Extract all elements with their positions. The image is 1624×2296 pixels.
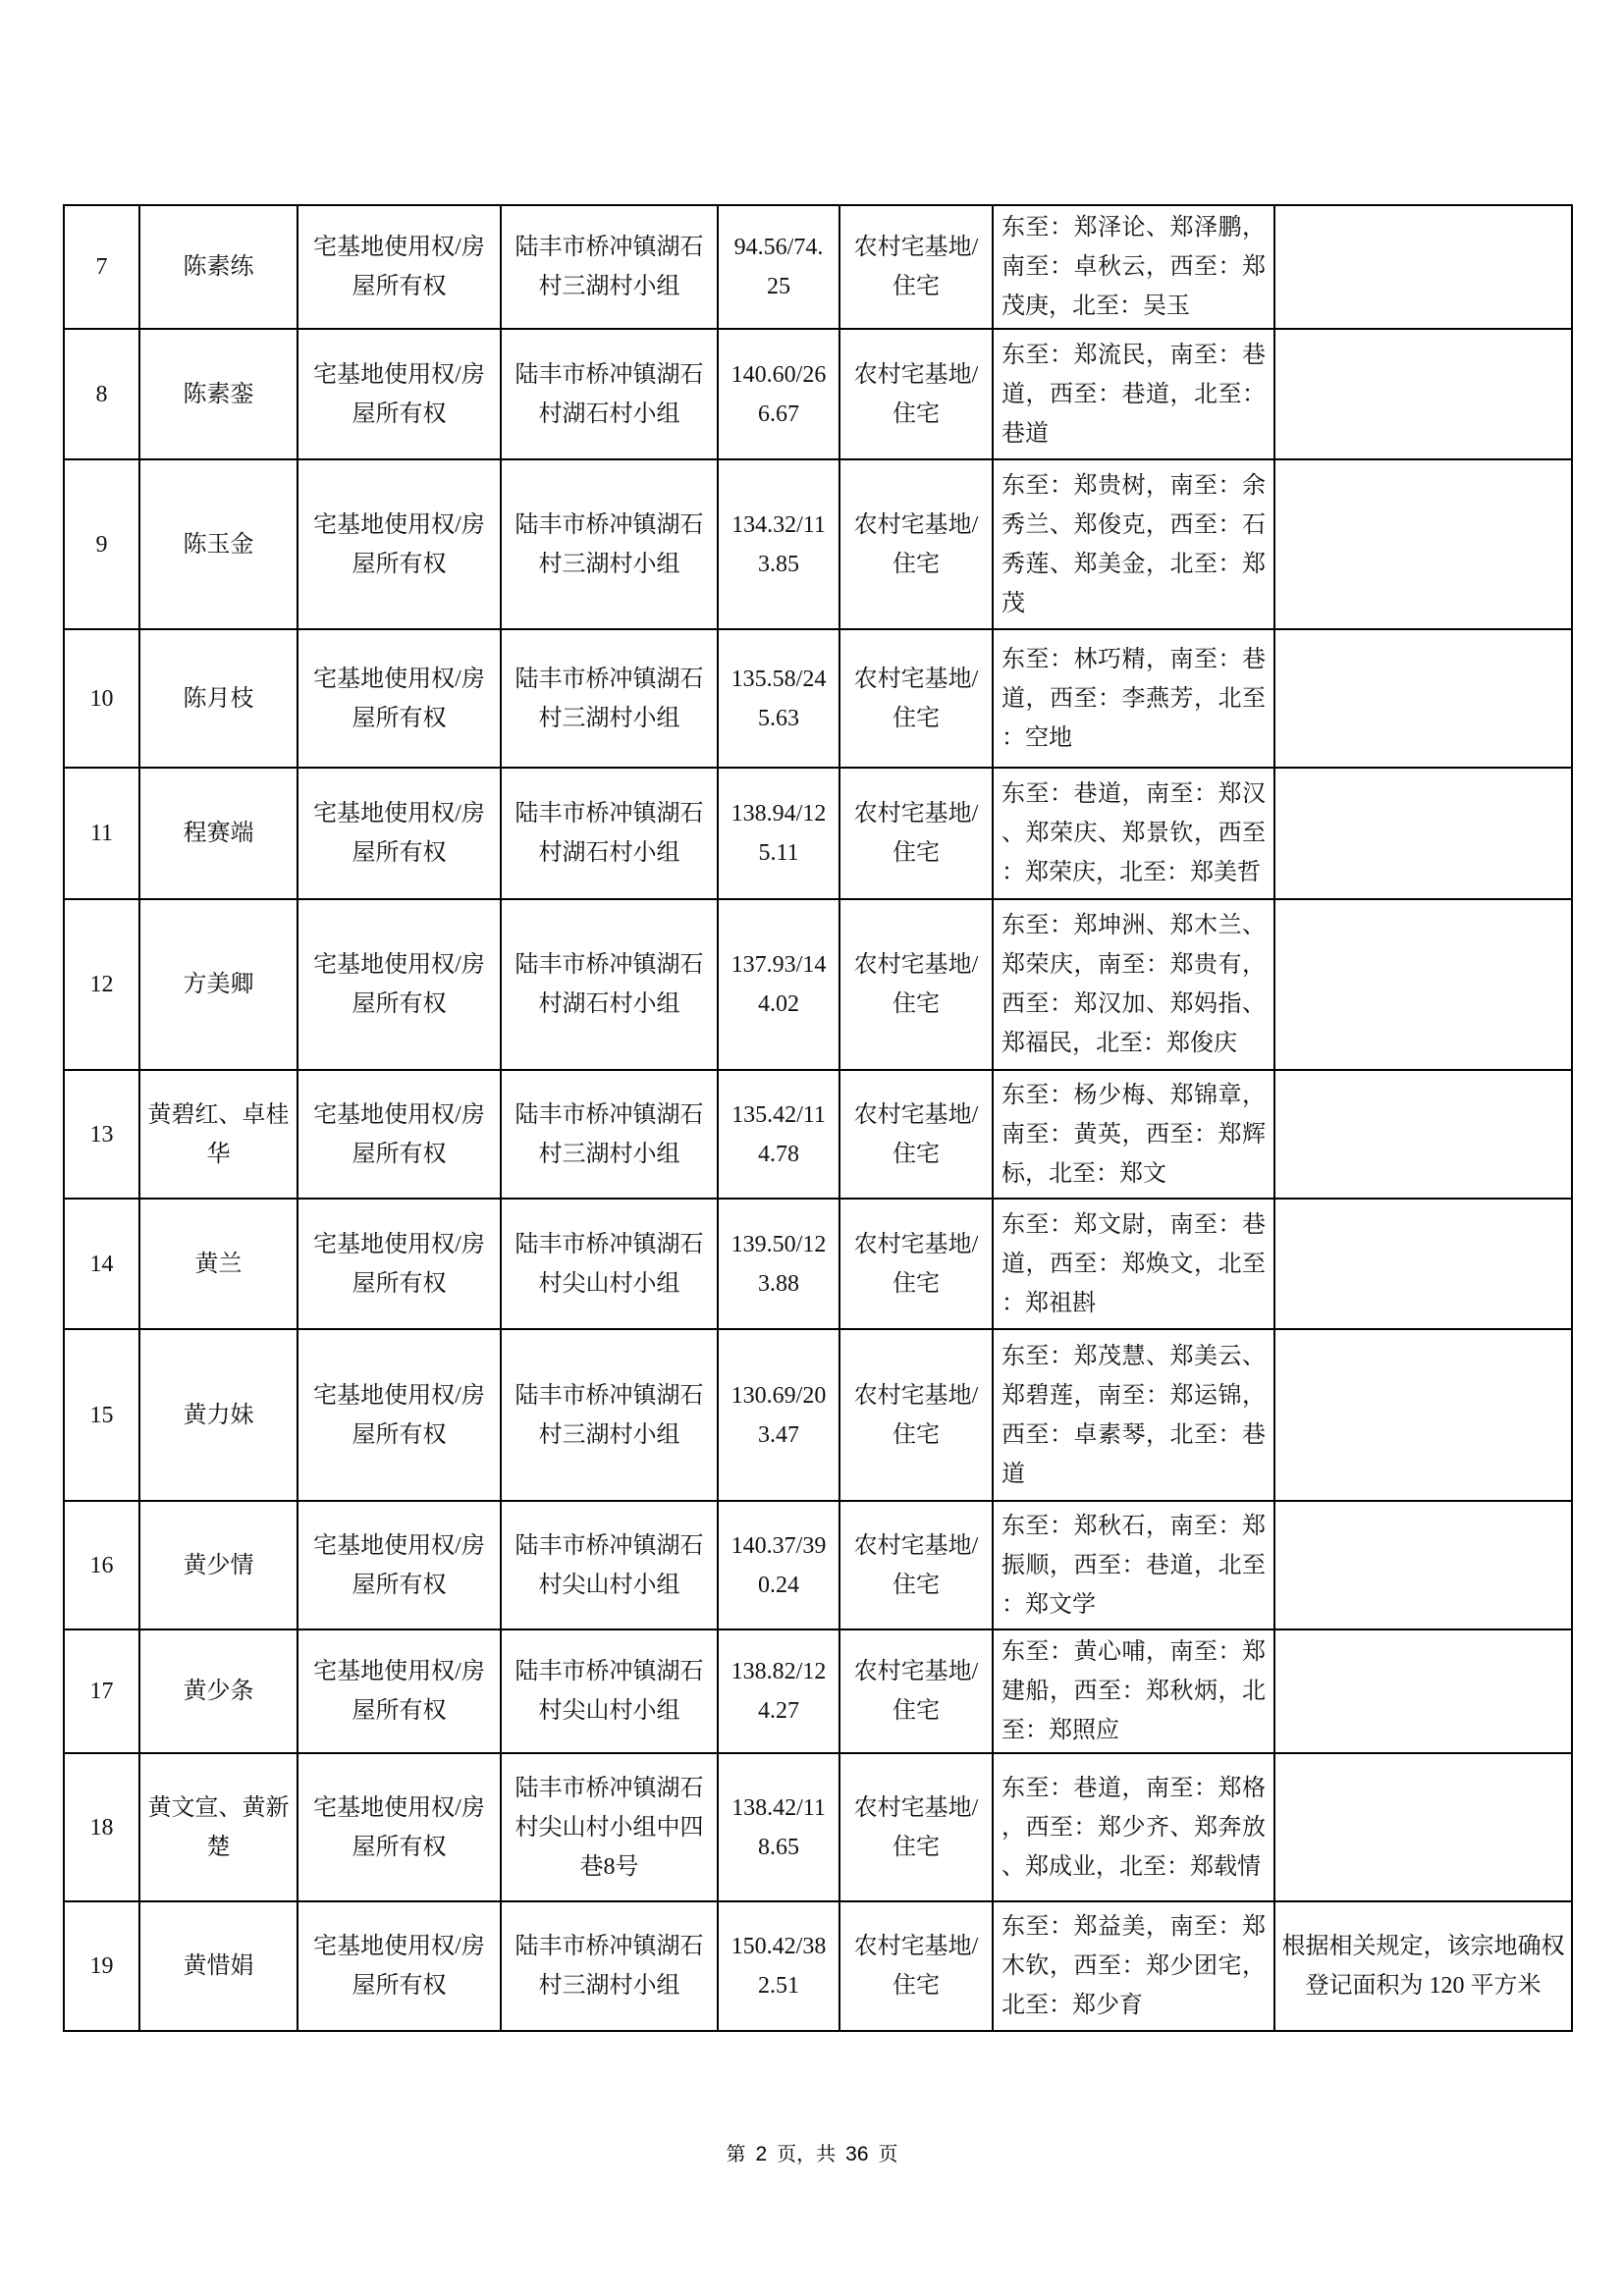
row-holder-name: 方美卿 [139, 899, 298, 1070]
table-row [64, 1901, 1572, 2031]
row-area-values: 135.42/114.78 [718, 1070, 839, 1199]
row-area-values: 94.56/74.25 [718, 205, 839, 329]
row-rights-type: 宅基地使用权/房屋所有权 [298, 1501, 501, 1629]
row-holder-name: 陈素练 [139, 205, 298, 329]
row-remark [1274, 899, 1572, 1070]
table-row [64, 899, 1572, 1070]
land-rights-registration-table [63, 204, 1573, 2032]
page-footer [0, 2138, 1624, 2166]
row-boundaries: 东至：郑贵树，南至：余秀兰、郑俊克，西至：石秀莲、郑美金，北至：郑茂 [993, 459, 1274, 629]
row-area-values: 137.93/144.02 [718, 899, 839, 1070]
row-boundaries: 东至：林巧精，南至：巷道，西至：李燕芳，北至：空地 [993, 629, 1274, 768]
row-sequence-number: 18 [64, 1753, 139, 1901]
row-land-usage: 农村宅基地/住宅 [839, 768, 993, 899]
table-row [64, 1501, 1572, 1629]
row-boundaries: 东至：郑泽论、郑泽鹏，南至：卓秋云，西至：郑茂庚，北至：吴玉 [993, 205, 1274, 329]
row-area-values: 135.58/245.63 [718, 629, 839, 768]
row-remark [1274, 205, 1572, 329]
table-row [64, 768, 1572, 899]
row-rights-type: 宅基地使用权/房屋所有权 [298, 1753, 501, 1901]
row-remark [1274, 459, 1572, 629]
row-holder-name: 黄惜娟 [139, 1901, 298, 2031]
row-holder-name: 陈月枝 [139, 629, 298, 768]
row-boundaries: 东至：郑文尉，南至：巷道，西至：郑焕文，北至：郑祖斟 [993, 1199, 1274, 1329]
row-remark [1274, 1070, 1572, 1199]
row-sequence-number: 12 [64, 899, 139, 1070]
row-area-values: 140.60/266.67 [718, 329, 839, 459]
table-row [64, 1070, 1572, 1199]
row-rights-type: 宅基地使用权/房屋所有权 [298, 768, 501, 899]
row-rights-type: 宅基地使用权/房屋所有权 [298, 1629, 501, 1753]
row-remark: 根据相关规定，该宗地确权登记面积为 120 平方米 [1274, 1901, 1572, 2031]
row-area-values: 140.37/390.24 [718, 1501, 839, 1629]
row-holder-name: 陈玉金 [139, 459, 298, 629]
row-location: 陆丰市桥冲镇湖石村三湖村小组 [501, 205, 718, 329]
table-body [64, 205, 1572, 2031]
row-land-usage: 农村宅基地/住宅 [839, 1753, 993, 1901]
row-boundaries: 东至：杨少梅、郑锦章，南至：黄英，西至：郑辉标，北至：郑文 [993, 1070, 1274, 1199]
table-row [64, 329, 1572, 459]
footer-page-number: 2 [755, 2143, 768, 2165]
row-rights-type: 宅基地使用权/房屋所有权 [298, 1199, 501, 1329]
row-location: 陆丰市桥冲镇湖石村尖山村小组中四巷8号 [501, 1753, 718, 1901]
table-row [64, 1329, 1572, 1501]
table-row [64, 205, 1572, 329]
row-sequence-number: 8 [64, 329, 139, 459]
row-area-values: 134.32/113.85 [718, 459, 839, 629]
row-holder-name: 黄兰 [139, 1199, 298, 1329]
row-area-values: 130.69/203.47 [718, 1329, 839, 1501]
row-area-values: 138.42/118.65 [718, 1753, 839, 1901]
row-location: 陆丰市桥冲镇湖石村湖石村小组 [501, 329, 718, 459]
table-row [64, 1629, 1572, 1753]
row-boundaries: 东至：巷道，南至：郑格，西至：郑少齐、郑奔放、郑成业，北至：郑载情 [993, 1753, 1274, 1901]
row-land-usage: 农村宅基地/住宅 [839, 459, 993, 629]
row-holder-name: 黄少情 [139, 1501, 298, 1629]
footer-label: 页，共 [777, 2144, 837, 2165]
row-rights-type: 宅基地使用权/房屋所有权 [298, 899, 501, 1070]
row-boundaries: 东至：巷道，南至：郑汉、郑荣庆、郑景钦，西至：郑荣庆，北至：郑美哲 [993, 768, 1274, 899]
row-remark [1274, 1329, 1572, 1501]
row-remark [1274, 329, 1572, 459]
row-remark [1274, 768, 1572, 899]
row-sequence-number: 17 [64, 1629, 139, 1753]
row-location: 陆丰市桥冲镇湖石村尖山村小组 [501, 1629, 718, 1753]
row-boundaries: 东至：郑流民，南至：巷道，西至：巷道，北至：巷道 [993, 329, 1274, 459]
row-rights-type: 宅基地使用权/房屋所有权 [298, 1070, 501, 1199]
row-location: 陆丰市桥冲镇湖石村三湖村小组 [501, 459, 718, 629]
row-land-usage: 农村宅基地/住宅 [839, 1501, 993, 1629]
row-sequence-number: 13 [64, 1070, 139, 1199]
row-area-values: 150.42/382.51 [718, 1901, 839, 2031]
row-remark [1274, 1629, 1572, 1753]
row-location: 陆丰市桥冲镇湖石村三湖村小组 [501, 1329, 718, 1501]
row-rights-type: 宅基地使用权/房屋所有权 [298, 459, 501, 629]
row-sequence-number: 11 [64, 768, 139, 899]
row-land-usage: 农村宅基地/住宅 [839, 1629, 993, 1753]
row-sequence-number: 16 [64, 1501, 139, 1629]
row-area-values: 138.82/124.27 [718, 1629, 839, 1753]
row-boundaries: 东至：郑茂慧、郑美云、郑碧莲，南至：郑运锦，西至：卓素琴，北至：巷道 [993, 1329, 1274, 1501]
footer-total-pages: 36 [845, 2143, 869, 2165]
row-location: 陆丰市桥冲镇湖石村湖石村小组 [501, 768, 718, 899]
row-land-usage: 农村宅基地/住宅 [839, 205, 993, 329]
row-boundaries: 东至：黄心哺，南至：郑建船，西至：郑秋炳，北至：郑照应 [993, 1629, 1274, 1753]
row-land-usage: 农村宅基地/住宅 [839, 1070, 993, 1199]
row-boundaries: 东至：郑益美，南至：郑木钦，西至：郑少团宅，北至：郑少育 [993, 1901, 1274, 2031]
row-sequence-number: 14 [64, 1199, 139, 1329]
row-remark [1274, 629, 1572, 768]
row-area-values: 138.94/125.11 [718, 768, 839, 899]
row-rights-type: 宅基地使用权/房屋所有权 [298, 1901, 501, 2031]
row-rights-type: 宅基地使用权/房屋所有权 [298, 629, 501, 768]
table-row [64, 1199, 1572, 1329]
table-row [64, 459, 1572, 629]
row-sequence-number: 15 [64, 1329, 139, 1501]
row-sequence-number: 10 [64, 629, 139, 768]
row-holder-name: 黄少条 [139, 1629, 298, 1753]
row-land-usage: 农村宅基地/住宅 [839, 899, 993, 1070]
row-remark [1274, 1199, 1572, 1329]
footer-label: 第 [726, 2144, 746, 2165]
row-location: 陆丰市桥冲镇湖石村三湖村小组 [501, 629, 718, 768]
row-boundaries: 东至：郑秋石，南至：郑振顺，西至：巷道，北至：郑文学 [993, 1501, 1274, 1629]
row-land-usage: 农村宅基地/住宅 [839, 629, 993, 768]
row-location: 陆丰市桥冲镇湖石村三湖村小组 [501, 1070, 718, 1199]
row-location: 陆丰市桥冲镇湖石村尖山村小组 [501, 1501, 718, 1629]
row-land-usage: 农村宅基地/住宅 [839, 329, 993, 459]
row-rights-type: 宅基地使用权/房屋所有权 [298, 329, 501, 459]
table-row [64, 1753, 1572, 1901]
row-sequence-number: 19 [64, 1901, 139, 2031]
table-row [64, 629, 1572, 768]
row-land-usage: 农村宅基地/住宅 [839, 1901, 993, 2031]
row-location: 陆丰市桥冲镇湖石村湖石村小组 [501, 899, 718, 1070]
row-sequence-number: 9 [64, 459, 139, 629]
row-rights-type: 宅基地使用权/房屋所有权 [298, 205, 501, 329]
row-holder-name: 黄碧红、卓桂华 [139, 1070, 298, 1199]
row-remark [1274, 1501, 1572, 1629]
row-holder-name: 程赛端 [139, 768, 298, 899]
row-boundaries: 东至：郑坤洲、郑木兰、郑荣庆，南至：郑贵有，西至：郑汉加、郑妈指、郑福民，北至：郑俊庆 [993, 899, 1274, 1070]
row-location: 陆丰市桥冲镇湖石村尖山村小组 [501, 1199, 718, 1329]
row-holder-name: 陈素銮 [139, 329, 298, 459]
row-land-usage: 农村宅基地/住宅 [839, 1329, 993, 1501]
footer-label: 页 [878, 2144, 898, 2165]
row-area-values: 139.50/123.88 [718, 1199, 839, 1329]
row-holder-name: 黄文宣、黄新楚 [139, 1753, 298, 1901]
row-holder-name: 黄力妹 [139, 1329, 298, 1501]
row-rights-type: 宅基地使用权/房屋所有权 [298, 1329, 501, 1501]
row-land-usage: 农村宅基地/住宅 [839, 1199, 993, 1329]
row-location: 陆丰市桥冲镇湖石村三湖村小组 [501, 1901, 718, 2031]
row-sequence-number: 7 [64, 205, 139, 329]
row-remark [1274, 1753, 1572, 1901]
